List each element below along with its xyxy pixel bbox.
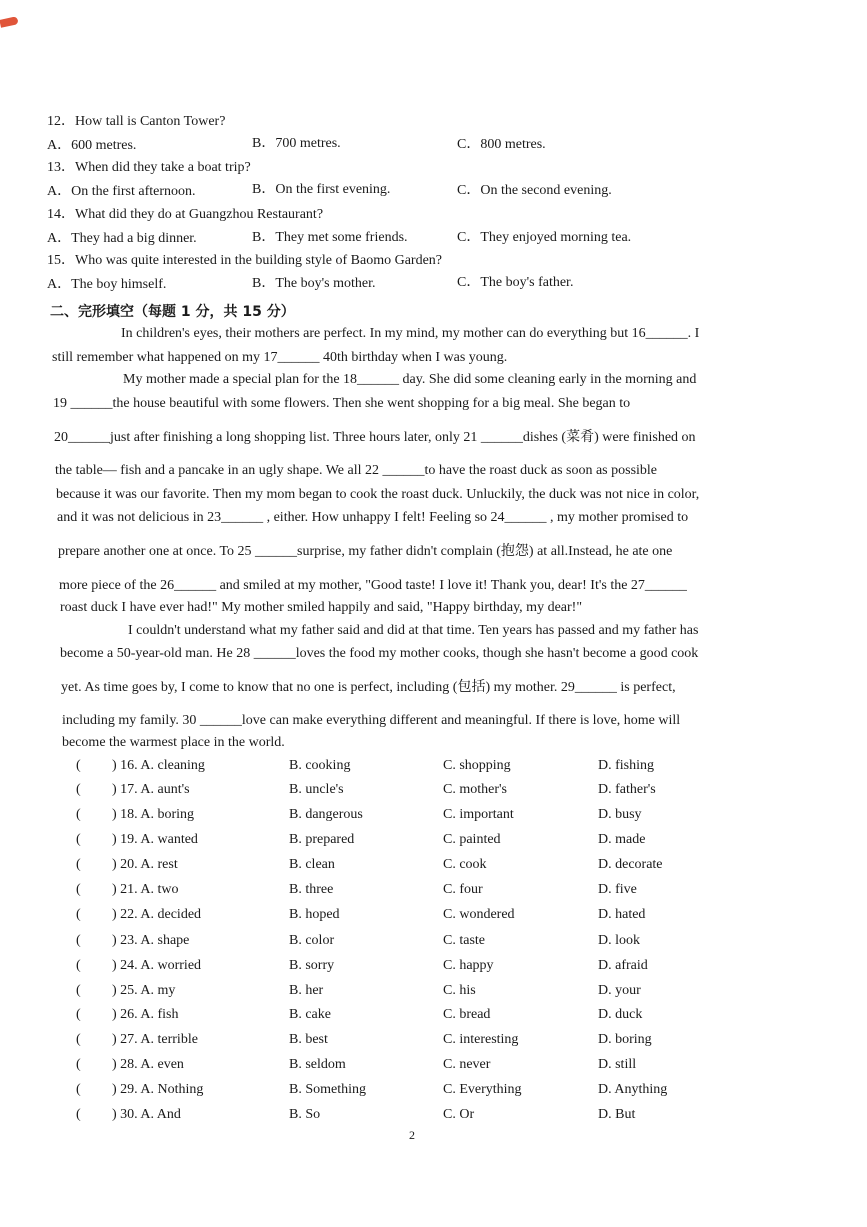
passage-line: the table— fish and a pancake in an ugly shape. We all 22 ______to have the roast duck as soon as possible	[55, 463, 658, 478]
choice-d: D. decorate	[598, 857, 663, 872]
choice-d: D. afraid	[598, 958, 648, 973]
choice-d: D. your	[598, 983, 641, 998]
question-15-stem: 15．Who was quite interested in the building style of Baomo Garden?	[47, 253, 443, 268]
choice-a: ) 21. A. two	[112, 882, 179, 897]
question-13-option-a: A．On the first afternoon.	[47, 184, 196, 199]
question-12-option-c: C．800 metres.	[457, 137, 546, 152]
choice-b: B. cooking	[289, 758, 351, 773]
question-15-option-b: B．The boy's mother.	[252, 276, 376, 291]
question-14-option-a: A．They had a big dinner.	[47, 231, 197, 246]
question-13-option-b: B．On the first evening.	[252, 182, 391, 197]
choice-row-18	[0, 806, 867, 826]
answer-paren[interactable]: (	[76, 1032, 81, 1047]
choice-d: D. hated	[598, 907, 646, 922]
choice-d: D. boring	[598, 1032, 652, 1047]
passage-line: 19 ______the house beautiful with some flowers. Then she went shopping for a big meal. She began to	[53, 396, 631, 411]
answer-paren[interactable]: (	[76, 983, 81, 998]
question-15-option-a: A．The boy himself.	[47, 277, 167, 292]
choice-b: B. uncle's	[289, 782, 344, 797]
question-14-option-b: B．They met some friends.	[252, 230, 408, 245]
passage-line: prepare another one at once. To 25 ______surprise, my father didn't complain (抱怨) at all.Instead, he ate one	[58, 544, 673, 559]
choice-d: D. father's	[598, 782, 656, 797]
choice-c: C. taste	[443, 933, 485, 948]
choice-row-28	[0, 1056, 867, 1076]
passage-line: yet. As time goes by, I come to know that no one is perfect, including (包括) my mother. 29______ is perfect,	[61, 680, 676, 695]
choice-c: C. mother's	[443, 782, 507, 797]
choice-a: ) 22. A. decided	[112, 907, 202, 922]
answer-paren[interactable]: (	[76, 1082, 81, 1097]
choice-row-30	[0, 1106, 867, 1126]
choice-b: B. sorry	[289, 958, 335, 973]
choice-a: ) 24. A. worried	[112, 958, 202, 973]
choice-d: D. look	[598, 933, 640, 948]
choice-d: D. made	[598, 832, 646, 847]
passage-line: become a 50-year-old man. He 28 ______loves the food my mother cooks, though she hasn't become a good cook	[60, 646, 699, 661]
choice-c: C. four	[443, 882, 483, 897]
choice-a: ) 30. A. And	[112, 1107, 181, 1122]
choice-row-19	[0, 831, 867, 851]
choice-d: D. duck	[598, 1007, 643, 1022]
choice-b: B. her	[289, 983, 324, 998]
answer-paren[interactable]: (	[76, 882, 81, 897]
choice-row-21	[0, 881, 867, 901]
choice-c: C. Everything	[443, 1082, 522, 1097]
choice-b: B. color	[289, 933, 335, 948]
choice-b: B. Something	[289, 1082, 367, 1097]
choice-d: D. five	[598, 882, 637, 897]
answer-paren[interactable]: (	[76, 782, 81, 797]
passage-line: roast duck I have ever had!" My mother smiled happily and said, "Happy birthday, my dear!"	[60, 600, 583, 615]
choice-c: C. cook	[443, 857, 487, 872]
answer-paren[interactable]: (	[76, 807, 81, 822]
choice-b: B. best	[289, 1032, 328, 1047]
question-12-option-a: A．600 metres.	[47, 138, 137, 153]
answer-paren[interactable]: (	[76, 907, 81, 922]
choice-d: D. fishing	[598, 758, 654, 773]
choice-c: C. happy	[443, 958, 494, 973]
answer-paren[interactable]: (	[76, 1057, 81, 1072]
choice-row-27	[0, 1031, 867, 1051]
passage-line: I couldn't understand what my father said and did at that time. Ten years has passed and my father has	[128, 623, 699, 638]
choice-b: B. cake	[289, 1007, 331, 1022]
choice-d: D. But	[598, 1107, 636, 1122]
choice-d: D. Anything	[598, 1082, 668, 1097]
choice-a: ) 29. A. Nothing	[112, 1082, 204, 1097]
choice-row-17	[0, 781, 867, 801]
choice-b: B. clean	[289, 857, 335, 872]
choice-a: ) 26. A. fish	[112, 1007, 179, 1022]
question-12-stem: 12．How tall is Canton Tower?	[47, 114, 226, 129]
passage-line: In children's eyes, their mothers are perfect. In my mind, my mother can do everything but 16______. I	[121, 326, 700, 341]
choice-c: C. Or	[443, 1107, 475, 1122]
choice-row-29	[0, 1081, 867, 1101]
choice-a: ) 27. A. terrible	[112, 1032, 198, 1047]
passage-line: including my family. 30 ______love can make everything different and meaningful. If there is love, home will	[62, 713, 681, 728]
choice-c: C. important	[443, 807, 514, 822]
choice-c: C. wondered	[443, 907, 515, 922]
choice-b: B. seldom	[289, 1057, 346, 1072]
choice-a: ) 23. A. shape	[112, 933, 190, 948]
corner-mark	[0, 16, 19, 28]
choice-c: C. painted	[443, 832, 501, 847]
choice-c: C. interesting	[443, 1032, 519, 1047]
choice-a: ) 25. A. my	[112, 983, 176, 998]
answer-paren[interactable]: (	[76, 958, 81, 973]
choice-a: ) 19. A. wanted	[112, 832, 198, 847]
choice-row-23	[0, 932, 867, 952]
choice-row-24	[0, 957, 867, 977]
passage-line: still remember what happened on my 17______ 40th birthday when I was young.	[52, 350, 508, 365]
answer-paren[interactable]: (	[76, 758, 81, 773]
question-14-stem: 14．What did they do at Guangzhou Restaurant?	[47, 207, 324, 222]
passage-line: because it was our favorite. Then my mom began to cook the roast duck. Unluckily, the duck was not nice in color,	[56, 487, 700, 502]
passage-line: more piece of the 26______ and smiled at my mother, "Good taste! I love it! Thank you, dear! It's the 27______	[59, 578, 687, 593]
passage-line: become the warmest place in the world.	[62, 735, 285, 750]
answer-paren[interactable]: (	[76, 1107, 81, 1122]
choice-row-25	[0, 982, 867, 1002]
choice-c: C. never	[443, 1057, 491, 1072]
choice-a: ) 18. A. boring	[112, 807, 195, 822]
choice-a: ) 20. A. rest	[112, 857, 178, 872]
choice-d: D. busy	[598, 807, 642, 822]
question-15-option-c: C．The boy's father.	[457, 275, 574, 290]
section-title: 二、完形填空（每题 1 分，共 15 分）	[50, 304, 295, 320]
choice-b: B. dangerous	[289, 807, 363, 822]
answer-paren[interactable]: (	[76, 1007, 81, 1022]
choice-b: B. prepared	[289, 832, 355, 847]
choice-row-20	[0, 856, 867, 876]
question-13-option-c: C．On the second evening.	[457, 183, 612, 198]
choice-a: ) 28. A. even	[112, 1057, 184, 1072]
choice-c: C. bread	[443, 1007, 491, 1022]
choice-b: B. So	[289, 1107, 321, 1122]
passage-line: My mother made a special plan for the 18______ day. She did some cleaning early in the morning and	[123, 372, 697, 387]
passage-line: 20______just after finishing a long shopping list. Three hours later, only 21 ______dishes (菜肴) were finished on	[54, 430, 696, 445]
choice-b: B. three	[289, 882, 334, 897]
choice-row-16	[0, 757, 867, 777]
choice-c: C. shopping	[443, 758, 511, 773]
choice-a: ) 16. A. cleaning	[112, 758, 205, 773]
question-12-option-b: B．700 metres.	[252, 136, 341, 151]
answer-paren[interactable]: (	[76, 832, 81, 847]
answer-paren[interactable]: (	[76, 933, 81, 948]
passage-line: and it was not delicious in 23______ , either. How unhappy I felt! Feeling so 24______ , my mother promised to	[57, 510, 689, 525]
choice-d: D. still	[598, 1057, 637, 1072]
choice-b: B. hoped	[289, 907, 340, 922]
choice-a: ) 17. A. aunt's	[112, 782, 190, 797]
question-14-option-c: C．They enjoyed morning tea.	[457, 230, 632, 245]
answer-paren[interactable]: (	[76, 857, 81, 872]
choice-row-26	[0, 1006, 867, 1026]
choice-row-22	[0, 906, 867, 926]
page-number: 2	[409, 1128, 415, 1142]
choice-c: C. his	[443, 983, 476, 998]
question-13-stem: 13．When did they take a boat trip?	[47, 160, 251, 175]
